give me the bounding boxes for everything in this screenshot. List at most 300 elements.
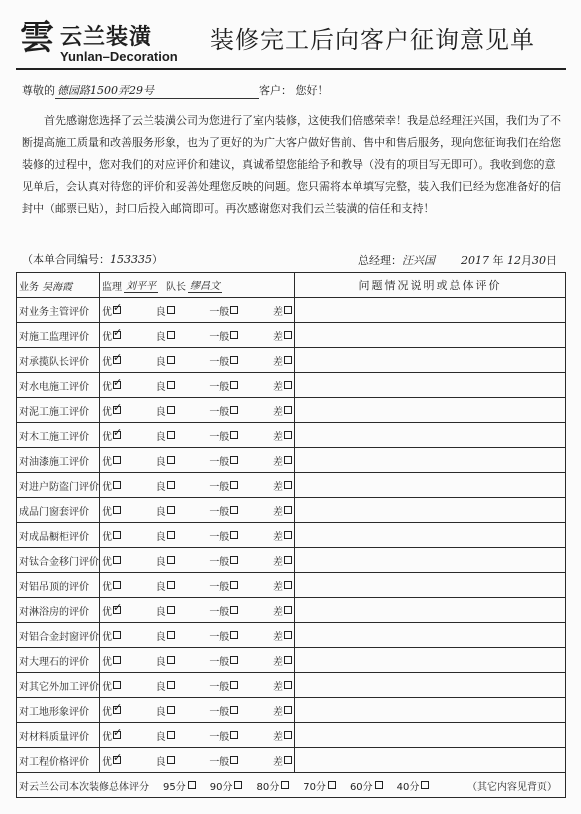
rating-option-good[interactable] [156, 653, 175, 668]
rating-option-label: 差 [272, 656, 283, 668]
rating-checkbox[interactable] [230, 456, 238, 464]
rating-checkbox[interactable] [284, 581, 292, 589]
rating-option-group [102, 598, 292, 622]
rating-checkbox[interactable] [230, 581, 238, 589]
score-option[interactable] [397, 778, 430, 793]
rating-option-good[interactable] [156, 703, 175, 718]
score-checkbox[interactable] [421, 781, 429, 789]
rating-option-good[interactable] [156, 403, 175, 418]
score-option[interactable] [256, 778, 289, 793]
table-row [17, 548, 566, 573]
rating-option-poor[interactable] [273, 328, 292, 343]
rating-option-label: 优 [102, 681, 112, 693]
table-row [17, 723, 566, 748]
rating-checkbox[interactable] [230, 531, 238, 539]
score-checkbox[interactable] [375, 781, 383, 789]
rating-option-excellent[interactable] [102, 628, 121, 643]
rating-checkbox[interactable] [284, 606, 292, 614]
score-option-label: 40分 [396, 781, 420, 793]
row-comment-field[interactable] [295, 523, 566, 548]
rating-checkbox[interactable] [113, 331, 121, 339]
rating-option-label: 一般 [209, 631, 230, 643]
rating-checkbox[interactable] [230, 731, 238, 739]
rating-option-label: 一般 [209, 331, 230, 343]
rating-checkbox[interactable] [113, 456, 121, 464]
rating-options [100, 448, 295, 473]
rating-option-label: 差 [272, 481, 283, 493]
staff-header-cell [100, 273, 295, 298]
rating-option-group [102, 748, 292, 772]
rating-checkbox[interactable] [167, 606, 175, 614]
rating-option-label: 良 [155, 306, 166, 318]
rating-checkbox[interactable] [167, 581, 175, 589]
rating-option-poor[interactable] [273, 678, 292, 693]
rating-option-average[interactable] [209, 303, 238, 318]
rating-checkbox[interactable] [230, 756, 238, 764]
rating-option-label: 差 [272, 706, 283, 718]
row-comment-field[interactable] [295, 448, 566, 473]
rating-options [100, 623, 295, 648]
row-comment-field[interactable] [295, 698, 566, 723]
rating-checkbox[interactable] [113, 756, 121, 764]
rating-checkbox[interactable] [113, 706, 121, 714]
rating-checkbox[interactable] [284, 706, 292, 714]
rating-option-label: 良 [155, 631, 166, 643]
score-checkbox[interactable] [188, 781, 196, 789]
rating-checkbox[interactable] [167, 306, 175, 314]
rating-option-label: 优 [102, 306, 112, 318]
row-comment-field[interactable] [295, 573, 566, 598]
rating-option-average[interactable] [209, 603, 238, 618]
table-row [17, 498, 566, 523]
rating-option-average[interactable] [209, 678, 238, 693]
rating-option-label: 良 [155, 706, 166, 718]
rating-checkbox[interactable] [167, 631, 175, 639]
rating-checkbox[interactable] [113, 556, 121, 564]
gm-signature: 汪兴国 [402, 254, 435, 267]
table-row [17, 398, 566, 423]
rating-options [100, 298, 295, 323]
rating-option-label: 差 [272, 356, 283, 368]
rating-option-good[interactable] [156, 753, 175, 768]
rating-options [100, 723, 295, 748]
rating-checkbox[interactable] [230, 706, 238, 714]
salutation-prefix: 尊敬的 [22, 84, 55, 97]
rating-option-excellent[interactable] [102, 753, 121, 768]
rating-checkbox[interactable] [284, 481, 292, 489]
rating-options [100, 698, 295, 723]
overall-score-options [19, 773, 563, 797]
rating-option-good[interactable] [156, 478, 175, 493]
logo-english-name: Yunlan–Decoration [60, 49, 178, 64]
rating-option-excellent[interactable] [102, 453, 121, 468]
rating-checkbox[interactable] [284, 356, 292, 364]
row-category: 对泥工施工评价 [17, 398, 100, 423]
rating-checkbox[interactable] [113, 656, 121, 664]
rating-option-label: 良 [155, 731, 166, 743]
rating-checkbox[interactable] [167, 356, 175, 364]
rating-option-label: 优 [102, 481, 112, 493]
rating-checkbox[interactable] [113, 306, 121, 314]
rating-option-good[interactable] [156, 578, 175, 593]
logo-chinese-name: 云兰装潢 [60, 25, 153, 50]
rating-checkbox[interactable] [284, 556, 292, 564]
table-row [17, 673, 566, 698]
rating-option-group [102, 648, 292, 672]
row-category: 对木工施工评价 [17, 423, 100, 448]
rating-option-label: 差 [272, 406, 283, 418]
row-category: 对油漆施工评价 [17, 448, 100, 473]
rating-checkbox[interactable] [230, 381, 238, 389]
rating-checkbox[interactable] [167, 681, 175, 689]
rating-option-excellent[interactable] [102, 653, 121, 668]
rating-option-poor[interactable] [273, 403, 292, 418]
rating-checkbox[interactable] [167, 331, 175, 339]
rating-option-label: 良 [155, 581, 166, 593]
rating-option-excellent[interactable] [102, 353, 121, 368]
rating-option-poor[interactable] [273, 528, 292, 543]
row-comment-field[interactable] [295, 723, 566, 748]
contract-number-field[interactable]: 153335 [110, 253, 152, 266]
rating-checkbox[interactable] [113, 531, 121, 539]
rating-option-label: 优 [102, 506, 112, 518]
company-logo [20, 16, 210, 68]
row-comment-field[interactable] [295, 398, 566, 423]
row-comment-field[interactable] [295, 348, 566, 373]
rating-option-label: 一般 [209, 381, 230, 393]
rating-option-excellent[interactable] [102, 603, 121, 618]
table-row [17, 423, 566, 448]
rating-option-group [102, 723, 292, 747]
rating-checkbox[interactable] [167, 406, 175, 414]
rating-option-excellent[interactable] [102, 728, 121, 743]
row-category: 对进户防盗门评价 [17, 473, 100, 498]
rating-option-label: 一般 [209, 756, 230, 768]
leader-name: 缪昌文 [188, 277, 222, 293]
rating-option-average[interactable] [209, 328, 238, 343]
rating-option-poor[interactable] [273, 478, 292, 493]
rating-option-poor[interactable] [273, 353, 292, 368]
rating-option-group [102, 523, 292, 547]
rating-option-average[interactable] [209, 528, 238, 543]
rating-option-label: 一般 [209, 481, 230, 493]
rating-option-good[interactable] [156, 453, 175, 468]
rating-checkbox[interactable] [284, 731, 292, 739]
score-option-label: 60分 [349, 781, 373, 793]
rating-checkbox[interactable] [284, 456, 292, 464]
rating-option-average[interactable] [209, 478, 238, 493]
customer-address-field[interactable]: 德园路1500弄29号 [55, 82, 259, 99]
rating-option-excellent[interactable] [102, 703, 121, 718]
rating-checkbox[interactable] [230, 606, 238, 614]
table-row [17, 698, 566, 723]
rating-option-group [102, 448, 292, 472]
rating-checkbox[interactable] [284, 431, 292, 439]
row-comment-field[interactable] [295, 648, 566, 673]
rating-option-excellent[interactable] [102, 478, 121, 493]
rating-checkbox[interactable] [230, 556, 238, 564]
header-divider [16, 68, 566, 70]
rating-checkbox[interactable] [284, 306, 292, 314]
rating-checkbox[interactable] [113, 606, 121, 614]
logo-glyph: 雲 [20, 18, 54, 58]
score-option[interactable] [303, 778, 336, 793]
rating-checkbox[interactable] [167, 481, 175, 489]
row-category: 对铝吊顶的评价 [17, 573, 100, 598]
rating-option-good[interactable] [156, 503, 175, 518]
rating-option-excellent[interactable] [102, 578, 121, 593]
rating-option-average[interactable] [209, 553, 238, 568]
rating-option-poor[interactable] [273, 303, 292, 318]
date-year: 2017 [461, 254, 489, 267]
rating-option-label: 差 [272, 631, 283, 643]
rating-option-label: 优 [102, 531, 112, 543]
rating-option-label: 差 [272, 506, 283, 518]
rating-option-label: 优 [102, 731, 112, 743]
table-row [17, 373, 566, 398]
rating-checkbox[interactable] [167, 656, 175, 664]
rating-checkbox[interactable] [284, 406, 292, 414]
rating-checkbox[interactable] [167, 431, 175, 439]
row-comment-field[interactable] [295, 673, 566, 698]
rating-checkbox[interactable] [167, 731, 175, 739]
rating-option-good[interactable] [156, 428, 175, 443]
rating-option-label: 一般 [209, 531, 230, 543]
rating-option-average[interactable] [209, 403, 238, 418]
rating-option-label: 良 [155, 556, 166, 568]
rating-option-poor[interactable] [273, 628, 292, 643]
date-month: 12 [507, 254, 521, 267]
row-category: 对钛合金移门评价 [17, 548, 100, 573]
rating-option-good[interactable] [156, 528, 175, 543]
row-category: 对铝合金封窗评价 [17, 623, 100, 648]
rating-option-label: 优 [102, 406, 112, 418]
row-category: 对承揽队长评价 [17, 348, 100, 373]
table-row [17, 523, 566, 548]
rating-option-label: 一般 [209, 356, 230, 368]
rating-checkbox[interactable] [167, 706, 175, 714]
rating-checkbox[interactable] [167, 506, 175, 514]
rating-option-poor[interactable] [273, 378, 292, 393]
rating-checkbox[interactable] [113, 631, 121, 639]
rating-options [100, 348, 295, 373]
rating-option-good[interactable] [156, 553, 175, 568]
supervisor-name: 刘平平 [124, 277, 158, 293]
rating-checkbox[interactable] [230, 356, 238, 364]
rating-option-excellent[interactable] [102, 428, 121, 443]
rating-option-average[interactable] [209, 578, 238, 593]
rating-checkbox[interactable] [230, 331, 238, 339]
row-comment-field[interactable] [295, 473, 566, 498]
rating-option-label: 一般 [209, 556, 230, 568]
rating-checkbox[interactable] [284, 381, 292, 389]
score-option[interactable] [210, 778, 243, 793]
rating-options [100, 648, 295, 673]
rating-checkbox[interactable] [113, 506, 121, 514]
rating-option-average[interactable] [209, 753, 238, 768]
rating-checkbox[interactable] [113, 481, 121, 489]
rating-option-label: 差 [272, 606, 283, 618]
rating-option-group [102, 623, 292, 647]
rating-option-excellent[interactable] [102, 678, 121, 693]
rating-option-average[interactable] [209, 378, 238, 393]
rating-checkbox[interactable] [230, 506, 238, 514]
rating-option-good[interactable] [156, 628, 175, 643]
rating-option-label: 优 [102, 456, 112, 468]
letter-body [22, 110, 562, 220]
rating-option-average[interactable] [209, 703, 238, 718]
rating-option-label: 良 [155, 381, 166, 393]
rating-option-average[interactable] [209, 353, 238, 368]
contract-number-line [22, 251, 163, 267]
rating-checkbox[interactable] [284, 631, 292, 639]
rating-option-average[interactable] [209, 628, 238, 643]
rating-checkbox[interactable] [230, 681, 238, 689]
rating-checkbox[interactable] [113, 581, 121, 589]
evaluation-table-body [17, 273, 566, 798]
row-comment-field[interactable] [295, 548, 566, 573]
rating-checkbox[interactable] [284, 656, 292, 664]
rating-option-good[interactable] [156, 353, 175, 368]
rating-checkbox[interactable] [113, 356, 121, 364]
rating-checkbox[interactable] [167, 756, 175, 764]
rating-options [100, 598, 295, 623]
rating-option-average[interactable] [209, 728, 238, 743]
rating-option-good[interactable] [156, 378, 175, 393]
rating-option-good[interactable] [156, 328, 175, 343]
rating-checkbox[interactable] [284, 331, 292, 339]
notes-header: 问题情况说明或总体评价 [295, 273, 566, 298]
row-comment-field[interactable] [295, 373, 566, 398]
rating-checkbox[interactable] [230, 481, 238, 489]
date-day: 30 [532, 254, 546, 267]
rating-checkbox[interactable] [230, 431, 238, 439]
rating-option-poor[interactable] [273, 728, 292, 743]
rating-option-excellent[interactable] [102, 303, 121, 318]
rating-option-label: 一般 [209, 506, 230, 518]
rating-option-group [102, 298, 292, 322]
rating-option-label: 差 [272, 756, 283, 768]
rating-option-average[interactable] [209, 503, 238, 518]
score-option-label: 90分 [209, 781, 233, 793]
rating-checkbox[interactable] [167, 456, 175, 464]
rating-option-label: 一般 [209, 306, 230, 318]
rating-option-group [102, 473, 292, 497]
back-page-note: （其它内容见背页） [467, 781, 557, 793]
rating-option-label: 优 [102, 581, 112, 593]
rating-checkbox[interactable] [113, 731, 121, 739]
table-row [17, 298, 566, 323]
rating-option-good[interactable] [156, 678, 175, 693]
rating-option-group [102, 498, 292, 522]
rating-checkbox[interactable] [284, 756, 292, 764]
rating-option-group [102, 573, 292, 597]
rating-option-label: 良 [155, 656, 166, 668]
signature-line [358, 252, 557, 268]
rating-option-good[interactable] [156, 303, 175, 318]
rating-checkbox[interactable] [230, 656, 238, 664]
rating-option-good[interactable] [156, 728, 175, 743]
rating-option-group [102, 348, 292, 372]
rating-checkbox[interactable] [230, 306, 238, 314]
rating-option-label: 良 [155, 506, 166, 518]
row-comment-field[interactable] [295, 498, 566, 523]
table-header-row [17, 273, 566, 298]
row-comment-field[interactable] [295, 423, 566, 448]
rating-option-label: 良 [155, 431, 166, 443]
rating-option-excellent[interactable] [102, 403, 121, 418]
rating-option-poor[interactable] [273, 553, 292, 568]
rating-option-poor[interactable] [273, 753, 292, 768]
rating-checkbox[interactable] [167, 531, 175, 539]
rating-option-poor[interactable] [273, 503, 292, 518]
rating-option-poor[interactable] [273, 453, 292, 468]
document-title: 装修完工后向客户征询意见单 [210, 26, 535, 54]
rating-checkbox[interactable] [284, 531, 292, 539]
rating-checkbox[interactable] [230, 406, 238, 414]
rating-option-good[interactable] [156, 603, 175, 618]
rating-options [100, 498, 295, 523]
rating-option-excellent[interactable] [102, 328, 121, 343]
rating-option-label: 优 [102, 656, 112, 668]
rating-options [100, 373, 295, 398]
row-comment-field[interactable] [295, 298, 566, 323]
row-comment-field[interactable] [295, 598, 566, 623]
rating-option-poor[interactable] [273, 703, 292, 718]
rating-option-label: 良 [155, 331, 166, 343]
rating-checkbox[interactable] [284, 681, 292, 689]
rating-checkbox[interactable] [113, 406, 121, 414]
rating-option-average[interactable] [209, 453, 238, 468]
rating-option-poor[interactable] [273, 578, 292, 593]
rating-option-excellent[interactable] [102, 528, 121, 543]
rating-checkbox[interactable] [167, 556, 175, 564]
score-option[interactable] [350, 778, 383, 793]
row-comment-field[interactable] [295, 623, 566, 648]
row-category: 成品门窗套评价 [17, 498, 100, 523]
rating-option-excellent[interactable] [102, 503, 121, 518]
salutation-line [22, 82, 329, 99]
rating-option-poor[interactable] [273, 603, 292, 618]
rating-option-label: 一般 [209, 581, 230, 593]
score-checkbox[interactable] [281, 781, 289, 789]
score-option[interactable] [163, 778, 196, 793]
row-comment-field[interactable] [295, 748, 566, 773]
rating-checkbox[interactable] [113, 381, 121, 389]
rating-option-average[interactable] [209, 428, 238, 443]
rating-option-excellent[interactable] [102, 378, 121, 393]
rating-option-label: 一般 [209, 456, 230, 468]
score-checkbox[interactable] [328, 781, 336, 789]
rating-option-excellent[interactable] [102, 553, 121, 568]
row-comment-field[interactable] [295, 323, 566, 348]
rating-option-poor[interactable] [273, 428, 292, 443]
rating-option-group [102, 373, 292, 397]
rating-checkbox[interactable] [230, 631, 238, 639]
rating-checkbox[interactable] [284, 506, 292, 514]
rating-option-poor[interactable] [273, 653, 292, 668]
rating-checkbox[interactable] [113, 431, 121, 439]
table-row [17, 573, 566, 598]
rating-checkbox[interactable] [167, 381, 175, 389]
rating-option-average[interactable] [209, 653, 238, 668]
rating-option-group [102, 548, 292, 572]
score-checkbox[interactable] [234, 781, 242, 789]
rating-checkbox[interactable] [113, 681, 121, 689]
rating-options [100, 423, 295, 448]
rating-options [100, 473, 295, 498]
rating-option-label: 差 [272, 731, 283, 743]
